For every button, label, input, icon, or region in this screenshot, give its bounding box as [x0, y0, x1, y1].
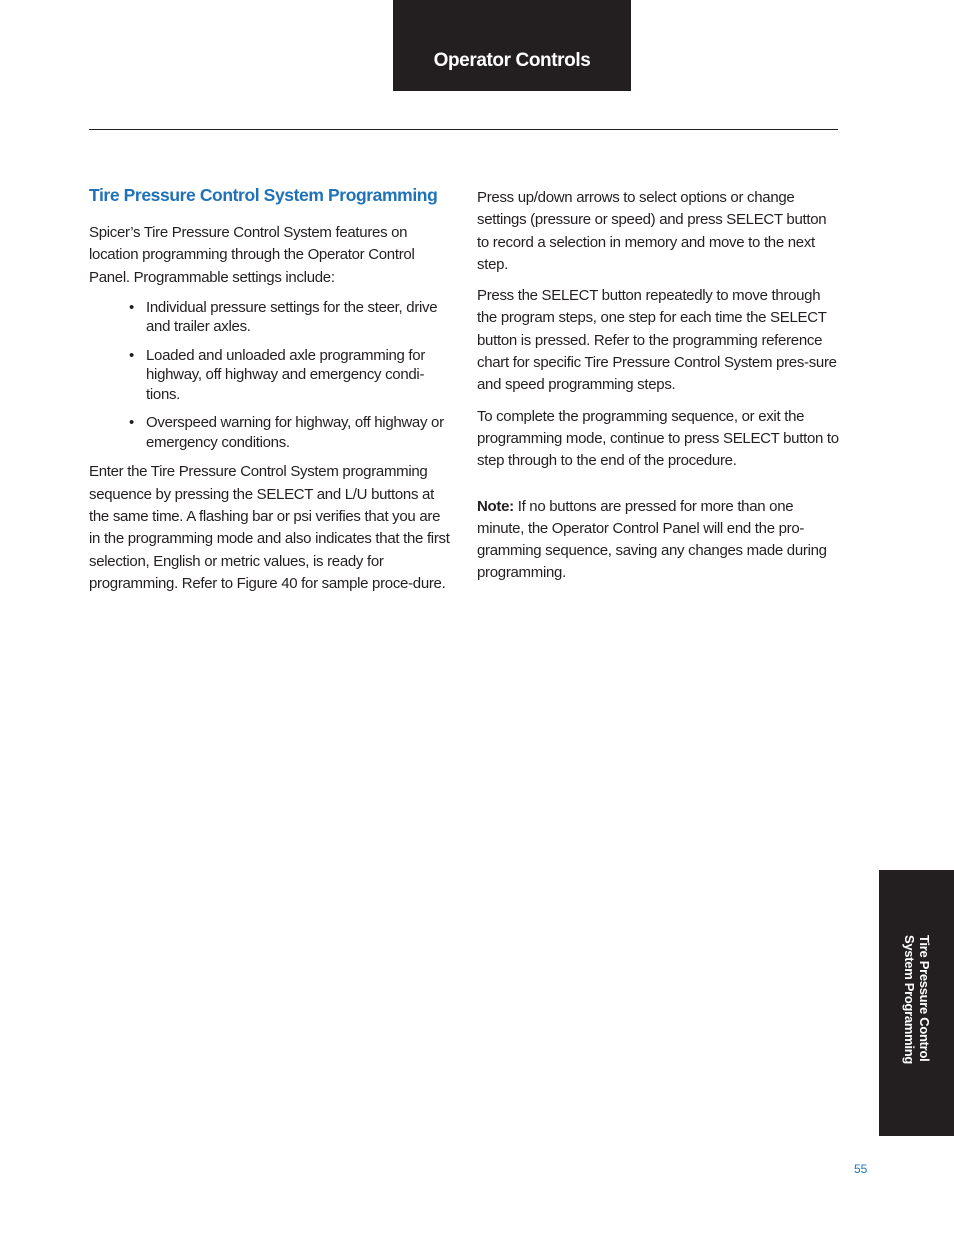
list-item: [129, 298, 451, 337]
programming-entry-paragraph: Enter the Tire Pressure Control System programming sequence by pressing the SELECT and L/U buttons at the same time. A flashing bar or psi verifies that you are in the programming mode and also indicates that the first selection, English or metric values, is ready for programming. Refer to Figure 40 for sample proce-dure.: [89, 463, 450, 592]
list-item-text: Individual pressure settings for the steer, drive and trailer axles.: [146, 298, 438, 336]
chapter-side-tab: [879, 870, 954, 1136]
bullet-icon: •: [129, 346, 134, 364]
page-number: 55: [854, 1162, 868, 1176]
list-item-text: Loaded and unloaded axle programming for highway, off highway and emergency condi-tions.: [146, 346, 426, 403]
note-label: Note:: [477, 497, 514, 515]
side-tab-label: [902, 935, 932, 1064]
side-tab-line-1: Tire Pressure Control: [916, 935, 932, 1062]
bullet-icon: •: [129, 298, 134, 316]
header-divider: [89, 129, 838, 130]
settings-list: [89, 298, 451, 453]
select-paragraph: Press the SELECT button repeatedly to move through the program steps, one step for each time the SELECT button is pressed. Refer to the programming reference chart for specific Tire Pressure Control System pres-sure and speed programming steps.: [477, 287, 837, 394]
section-header-title: Operator Controls: [433, 50, 591, 71]
arrows-paragraph: Press up/down arrows to select options or change settings (pressure or speed) and press SELECT button to record a selection in memory and move to the next step.: [477, 189, 827, 273]
list-item-text: Overspeed warning for highway, off highway or emergency conditions.: [146, 414, 444, 451]
spacer: [477, 482, 839, 496]
section-title: Tire Pressure Control System Programming: [89, 185, 438, 205]
complete-paragraph: To complete the programming sequence, or exit the programming mode, continue to press SELECT button to step through to the end of the procedure.: [477, 407, 839, 470]
note-text: If no buttons are pressed for more than one minute, the Operator Control Panel will end the pro-gramming sequence, saving any changes made during programming.: [477, 497, 827, 582]
left-column: [89, 182, 451, 604]
note-paragraph: [477, 496, 839, 585]
intro-paragraph: Spicer’s Tire Pressure Control System features on location programming through the Operator Control Panel. Programmable settings include:: [89, 224, 415, 286]
section-header-tab: [393, 0, 631, 91]
right-column: [477, 187, 839, 594]
list-item: [129, 346, 451, 405]
bullet-icon: •: [129, 414, 134, 432]
list-item: [129, 413, 451, 452]
side-tab-line-2: System Programming: [901, 935, 917, 1064]
